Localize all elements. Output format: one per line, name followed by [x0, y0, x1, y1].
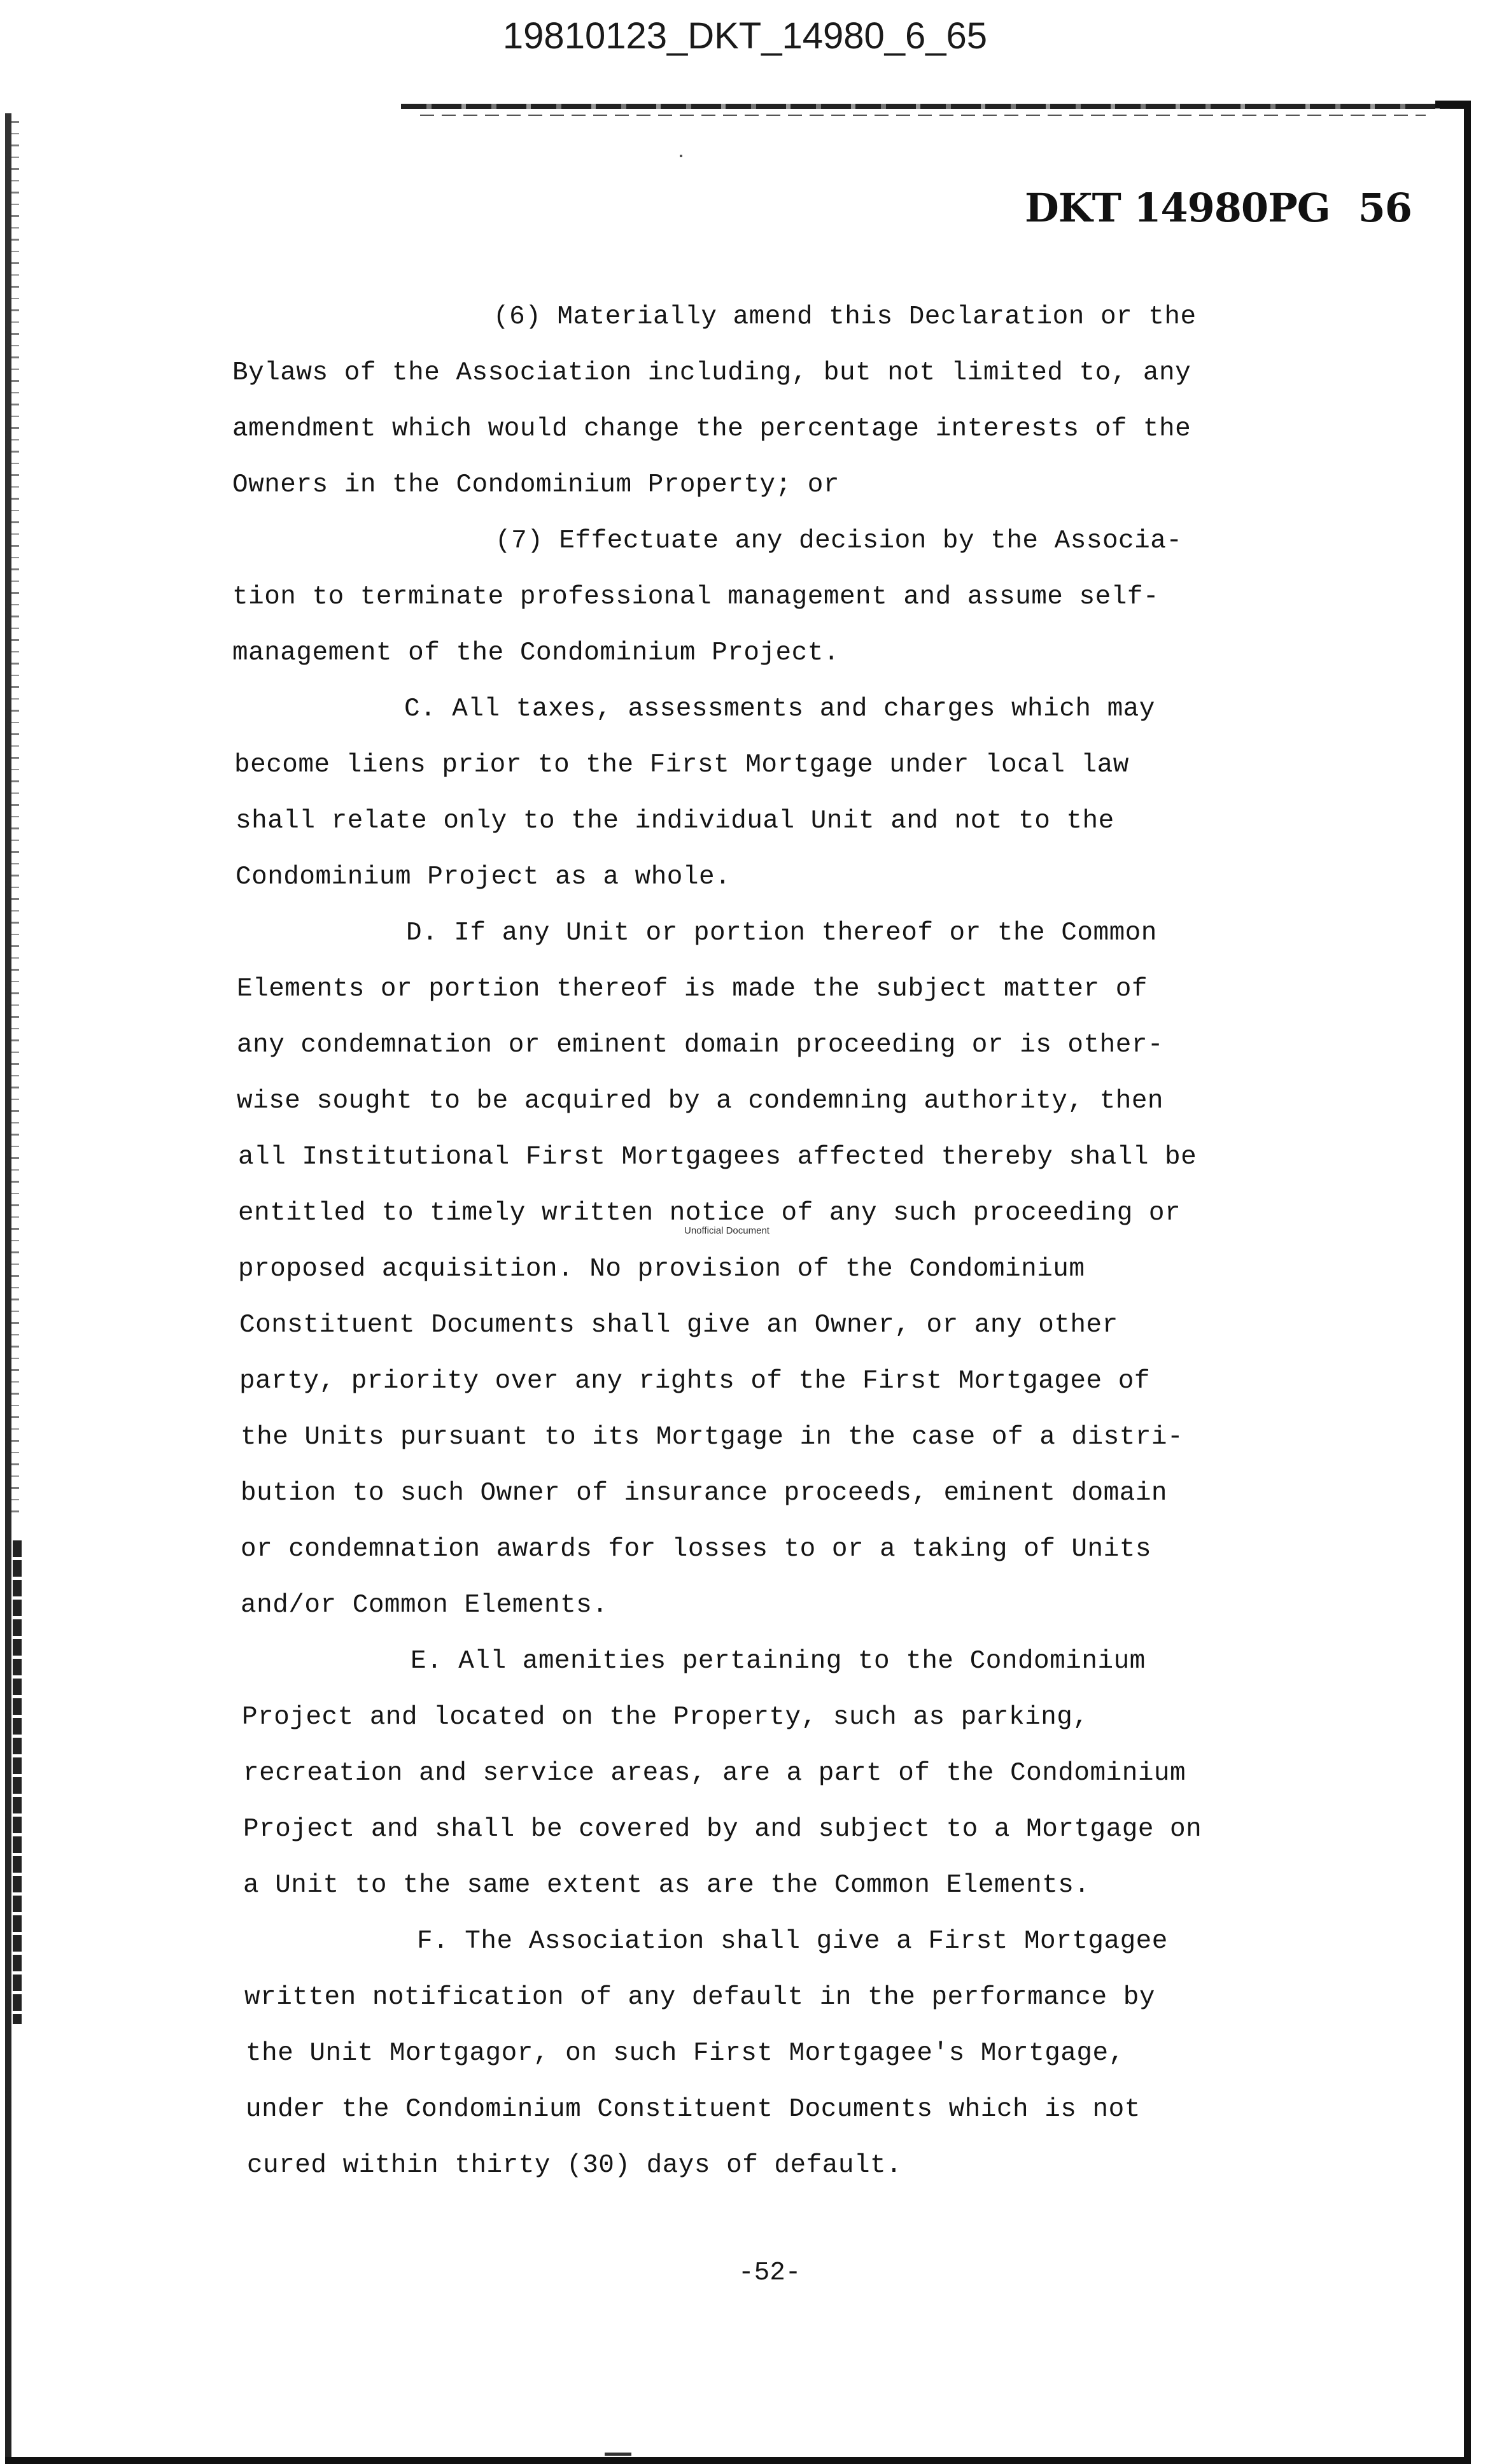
docket-stamp: [1025, 185, 1412, 231]
scan-border-left: [5, 113, 11, 2463]
text-line: Constituent Documents shall give an Owner, or any other: [239, 1311, 1118, 1340]
scan-speck: [680, 155, 682, 157]
page-number: -52-: [738, 2258, 801, 2288]
text-line: wise sought to be acquired by a condemning authority, then: [237, 1087, 1164, 1116]
text-line: Bylaws of the Association including, but not limited to, any: [232, 358, 1191, 388]
scan-border-left-lower: [13, 1540, 22, 2024]
text-line: all Institutional First Mortgagees affected thereby shall be: [238, 1143, 1197, 1172]
docket-page-number: 56: [1358, 185, 1412, 231]
scan-border-bottom: [5, 2457, 1471, 2464]
text-line: (6) Materially amend this Declaration or the: [493, 302, 1197, 332]
text-line: (7) Effectuate any decision by the Associa-: [495, 526, 1183, 556]
scan-mark: [605, 2453, 631, 2456]
text-line: Project and shall be covered by and subject to a Mortgage on: [243, 1815, 1202, 1844]
scan-border-top-thin: [420, 115, 1426, 116]
text-line: Project and located on the Property, such as parking,: [242, 1703, 1089, 1732]
text-line: become liens prior to the First Mortgage under local law: [234, 750, 1129, 780]
text-line: Owners in the Condominium Property; or: [232, 470, 840, 500]
text-line: cured within thirty (30) days of default.: [247, 2151, 903, 2180]
text-line: Condominium Project as a whole.: [235, 862, 731, 892]
text-line: and/or Common Elements.: [241, 1591, 608, 1620]
text-line: or condemnation awards for losses to or a taking of Units: [241, 1535, 1151, 1564]
text-line: C. All taxes, assessments and charges which may: [404, 694, 1155, 724]
text-line: entitled to timely written notice of any such proceeding or: [238, 1199, 1181, 1228]
text-line: written notification of any default in the performance by: [244, 1983, 1155, 2012]
text-line: proposed acquisition. No provision of the Condominium: [238, 1255, 1085, 1284]
text-line: under the Condominium Constituent Documents which is not: [246, 2095, 1141, 2124]
text-line: D. If any Unit or portion thereof or the Common: [406, 919, 1157, 948]
scan-border-top: [401, 104, 1470, 109]
text-line: Elements or portion thereof is made the subject matter of: [237, 975, 1148, 1004]
text-line: bution to such Owner of insurance proceeds, eminent domain: [241, 1479, 1168, 1508]
unofficial-watermark: Unofficial Document: [684, 1225, 770, 1236]
scan-border-left-marks: [11, 121, 19, 1521]
text-line: recreation and service areas, are a part of the Condominium: [243, 1759, 1186, 1788]
text-line: management of the Condominium Project.: [232, 638, 840, 668]
text-line: a Unit to the same extent as are the Common Elements.: [243, 1871, 1090, 1900]
text-line: shall relate only to the individual Unit and not to the: [235, 806, 1114, 836]
text-line: the Units pursuant to its Mortgage in the case of a distri-: [241, 1423, 1184, 1452]
text-line: F. The Association shall give a First Mortgagee: [417, 1927, 1168, 1956]
scan-border-right: [1464, 101, 1471, 2463]
text-line: any condemnation or eminent domain proceeding or is other-: [237, 1031, 1164, 1060]
text-line: party, priority over any rights of the First Mortgagee of: [239, 1367, 1150, 1396]
text-line: the Unit Mortgagor, on such First Mortgagee's Mortgage,: [246, 2039, 1125, 2068]
docket-book-page: DKT 14980PG: [1025, 185, 1330, 231]
text-line: E. All amenities pertaining to the Condominium: [411, 1647, 1146, 1676]
text-line: tion to terminate professional management and assume self-: [232, 582, 1160, 612]
file-title: 19810123_DKT_14980_6_65: [502, 15, 988, 57]
text-line: amendment which would change the percentage interests of the: [232, 414, 1191, 444]
